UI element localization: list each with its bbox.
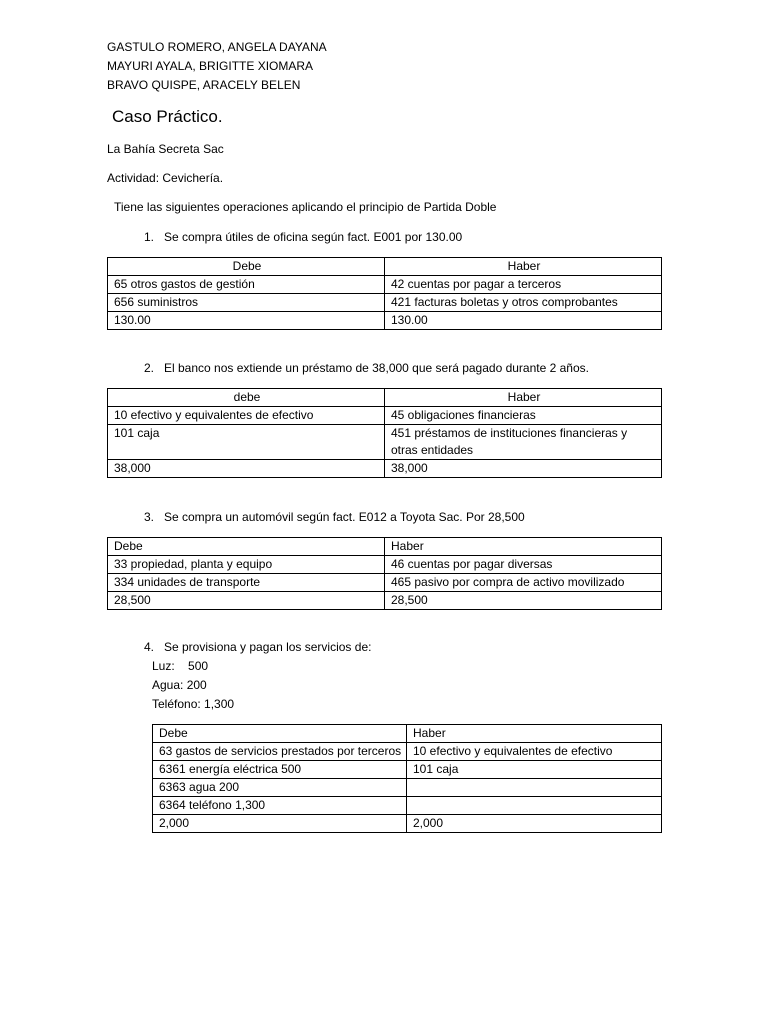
operation-heading (144, 510, 525, 524)
ledger-table (107, 257, 662, 330)
haber-cell: 10 efectivo y equivalentes de efectivo (407, 743, 662, 761)
haber-cell: 101 caja (407, 761, 662, 779)
table-row (153, 743, 662, 761)
debe-cell: 63 gastos de servicios prestados por terceros (153, 743, 407, 761)
debe-header: Debe (108, 538, 385, 556)
haber-cell (407, 779, 662, 797)
table-total-row (108, 592, 662, 610)
haber-total: 28,500 (385, 592, 662, 610)
activity-line: Actividad: Cevichería. (107, 171, 224, 185)
debe-header: debe (108, 389, 385, 407)
operation-number: 4. (144, 640, 155, 654)
ledger-table (152, 724, 662, 833)
document-title: Caso Práctico. (112, 107, 223, 126)
debe-total: 130.00 (108, 312, 385, 330)
haber-header: Haber (385, 538, 662, 556)
haber-total: 2,000 (407, 815, 662, 833)
table-header-row (153, 725, 662, 743)
haber-total: 38,000 (385, 460, 662, 478)
debe-cell: 33 propiedad, planta y equipo (108, 556, 385, 574)
company-name: La Bahía Secreta Sac (107, 142, 224, 156)
haber-header: Haber (407, 725, 662, 743)
table-row (108, 276, 662, 294)
table-total-row (108, 460, 662, 478)
table-row (153, 761, 662, 779)
service-line: Luz: 500 (152, 659, 209, 673)
debe-total: 2,000 (153, 815, 407, 833)
table-row (153, 797, 662, 815)
table-header-row (108, 258, 662, 276)
debe-cell: 6361 energía eléctrica 500 (153, 761, 407, 779)
debe-cell: 6364 teléfono 1,300 (153, 797, 407, 815)
operation-number: 2. (144, 361, 155, 375)
operation-heading (144, 361, 589, 375)
service-line: Teléfono: 1,300 (152, 697, 235, 711)
table-row (108, 574, 662, 592)
operation-text: Se compra un automóvil según fact. E012 a Toyota Sac. Por 28,500 (164, 510, 525, 524)
operation-text: El banco nos extiende un préstamo de 38,000 que será pagado durante 2 años. (164, 361, 589, 375)
table-row (108, 556, 662, 574)
debe-cell: 6363 agua 200 (153, 779, 407, 797)
haber-total: 130.00 (385, 312, 662, 330)
table-header-row (108, 389, 662, 407)
author-name: GASTULO ROMERO, ANGELA DAYANA (107, 40, 327, 54)
debe-cell: 656 suministros (108, 294, 385, 312)
table-total-row (153, 815, 662, 833)
authors-block (107, 38, 327, 95)
debe-total: 28,500 (108, 592, 385, 610)
debe-cell: 65 otros gastos de gestión (108, 276, 385, 294)
intro-line: Tiene las siguientes operaciones aplicando el principio de Partida Doble (114, 200, 497, 214)
haber-header: Haber (385, 389, 662, 407)
debe-header: Debe (153, 725, 407, 743)
haber-cell: 451 préstamos de instituciones financieras y otras entidades (385, 425, 662, 460)
debe-header: Debe (108, 258, 385, 276)
service-line: Agua: 200 (152, 678, 207, 692)
haber-cell: 465 pasivo por compra de activo movilizado (385, 574, 662, 592)
operation-heading (144, 230, 462, 244)
table-row (108, 407, 662, 425)
haber-cell: 42 cuentas por pagar a terceros (385, 276, 662, 294)
ledger-table (107, 388, 662, 478)
table-total-row (108, 312, 662, 330)
haber-header: Haber (385, 258, 662, 276)
author-name: MAYURI AYALA, BRIGITTE XIOMARA (107, 59, 314, 73)
operation-heading (144, 640, 371, 654)
ledger-table (107, 537, 662, 610)
operation-number: 3. (144, 510, 155, 524)
operation-number: 1. (144, 230, 155, 244)
haber-cell: 421 facturas boletas y otros comprobantes (385, 294, 662, 312)
operation-text: Se provisiona y pagan los servicios de: (164, 640, 372, 654)
haber-cell: 46 cuentas por pagar diversas (385, 556, 662, 574)
table-row (108, 294, 662, 312)
haber-cell (407, 797, 662, 815)
debe-cell: 10 efectivo y equivalentes de efectivo (108, 407, 385, 425)
operation-text: Se compra útiles de oficina según fact. E001 por 130.00 (164, 230, 463, 244)
table-row (153, 779, 662, 797)
debe-cell: 334 unidades de transporte (108, 574, 385, 592)
table-row (108, 425, 662, 460)
haber-cell: 45 obligaciones financieras (385, 407, 662, 425)
table-header-row (108, 538, 662, 556)
author-name: BRAVO QUISPE, ARACELY BELEN (107, 78, 301, 92)
debe-total: 38,000 (108, 460, 385, 478)
debe-cell: 101 caja (108, 425, 385, 460)
